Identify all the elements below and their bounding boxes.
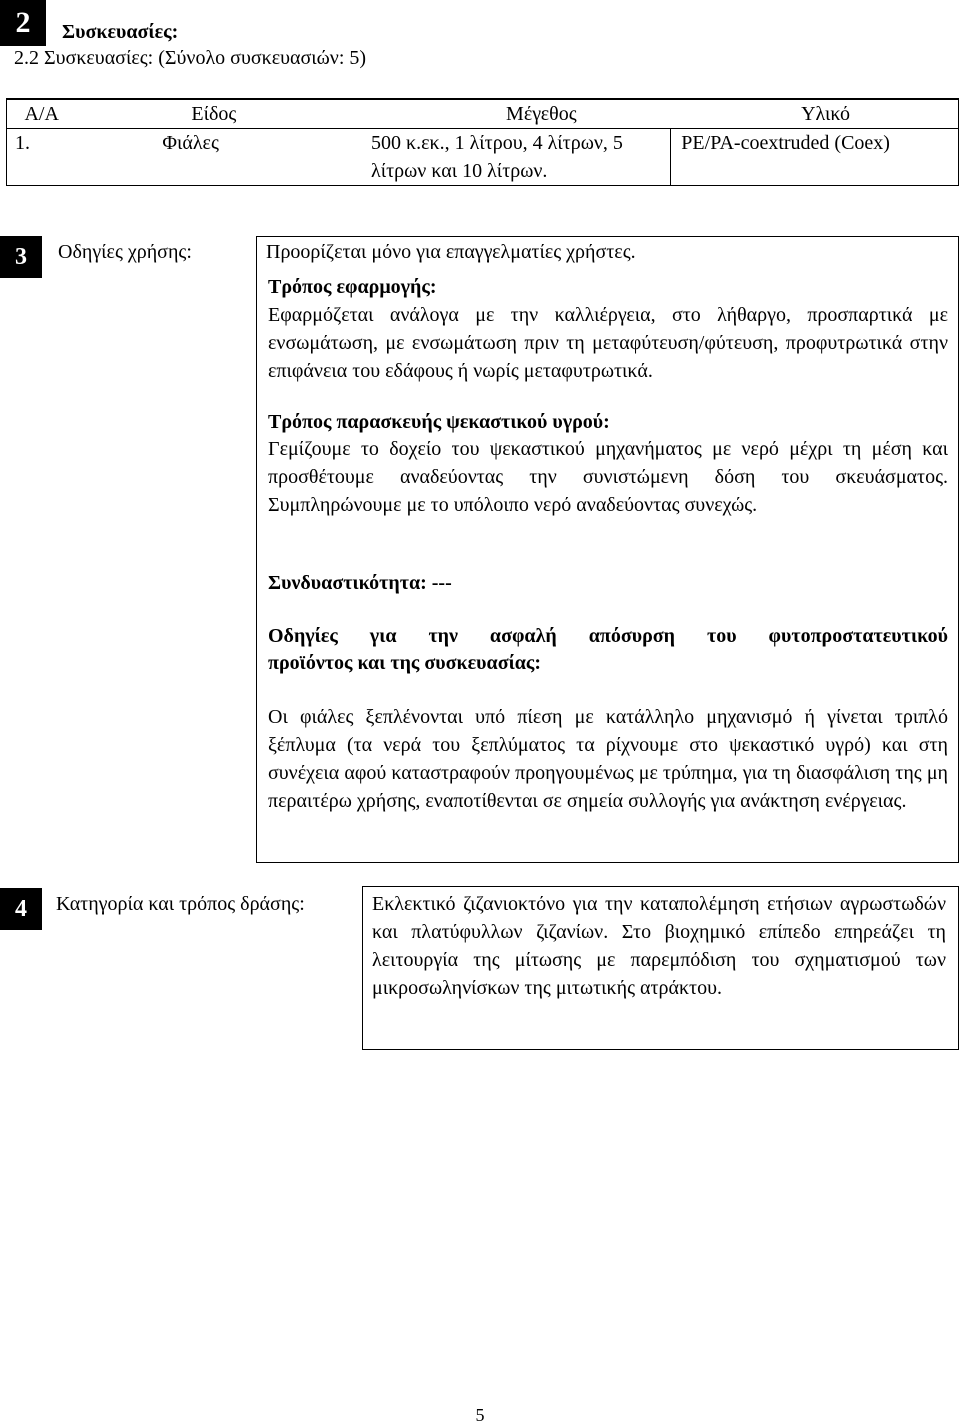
cell-aa: 1. xyxy=(7,129,77,186)
preparation-title: Τρόπος παρασκευής ψεκαστικού υγρού: xyxy=(268,411,610,433)
disposal-text: Οι φιάλες ξεπλένονται υπό πίεση με κατάλληλο μηχανισμό ή γίνεται τριπλό ξέπλυμα (τα νερά του ξεπλύματος τα ρίχνουμε στο ψεκαστικό υγρό) και στη συνέχεια αφού καταστραφούν προηγουμένως με τρύπημα, για τη διασφάλιση της μη περαιτέρω χρήσης, εναποτίθενται σε σημεία συλλογής για ανάκτηση ενέργειας. xyxy=(268,706,948,812)
table-header-row xyxy=(7,99,959,129)
table-row xyxy=(7,129,959,186)
section-number-2: 2 xyxy=(0,0,46,46)
compatibility: Συνδυαστικότητα: --- xyxy=(268,572,452,594)
disposal-title-line-2: προϊόντος και της συσκευασίας: xyxy=(268,652,542,674)
application-title: Τρόπος εφαρμογής: xyxy=(268,276,437,298)
header-yliko: Υλικό xyxy=(671,99,959,129)
application-text: Εφαρμόζεται ανάλογα με την καλλιέργεια, στο λήθαργο, προσπαρτικά με ενσωμάτωση, με ενσωμάτωση πριν τη μεταφύτευση/φύτευση, προφυτρωτικά στην επιφάνεια του εδάφους ή νωρίς μεταφυτρωτικά. xyxy=(268,304,948,382)
header-megethos: Μέγεθος xyxy=(366,99,671,129)
header-aa: Α/Α xyxy=(7,99,77,129)
usage-label: Οδηγίες χρήσης: xyxy=(58,241,192,263)
section-number-4: 4 xyxy=(0,888,42,930)
megethos-line-1: 500 κ.εκ., 1 λίτρου, 4 λίτρων, 5 xyxy=(371,132,623,154)
megethos-line-2: λίτρων και 10 λίτρων. xyxy=(371,160,548,182)
disposal-title-line-1: Οδηγίες για την ασφαλή απόσυρση του φυτοπροστατευτικού xyxy=(268,625,948,647)
usage-intro: Προορίζεται μόνο για επαγγελματίες χρήστες. xyxy=(266,241,636,263)
header-eidos: Είδος xyxy=(76,99,366,129)
category-text: Εκλεκτικό ζιζανιοκτόνο για την καταπολέμηση ετήσιων αγρωστωδών και πλατύφυλλων ζιζανίων. Στο βιοχημικό επίπεδο επηρεάζει τη λειτουργία της μίτωσης με παρεμπόδιση του σχηματισμού των μικροσωληνίσκων της μιτωτικής ατράκτου. xyxy=(372,893,946,999)
cell-megethos xyxy=(366,129,671,186)
cell-eidos: Φιάλες xyxy=(76,129,366,186)
section-subtitle: 2.2 Συσκευασίες: (Σύνολο συσκευασιών: 5) xyxy=(14,47,367,69)
section-number-3: 3 xyxy=(0,236,42,278)
category-label: Κατηγορία και τρόπος δράσης: xyxy=(56,893,305,915)
packaging-table xyxy=(6,98,959,186)
cell-yliko: PE/PA-coextruded (Coex) xyxy=(671,129,959,186)
page-number: 5 xyxy=(475,1405,485,1425)
section-title: Συσκευασίες: xyxy=(62,21,179,43)
preparation-text: Γεμίζουμε το δοχείο του ψεκαστικού μηχανήματος με νερό μέχρι τη μέση και προσθέτουμε αναδεύοντας την συνιστώμενη δόση του σκευάσματος. Συμπληρώνουμε με το υπόλοιπο νερό αναδεύοντας συνεχώς. xyxy=(268,438,948,516)
